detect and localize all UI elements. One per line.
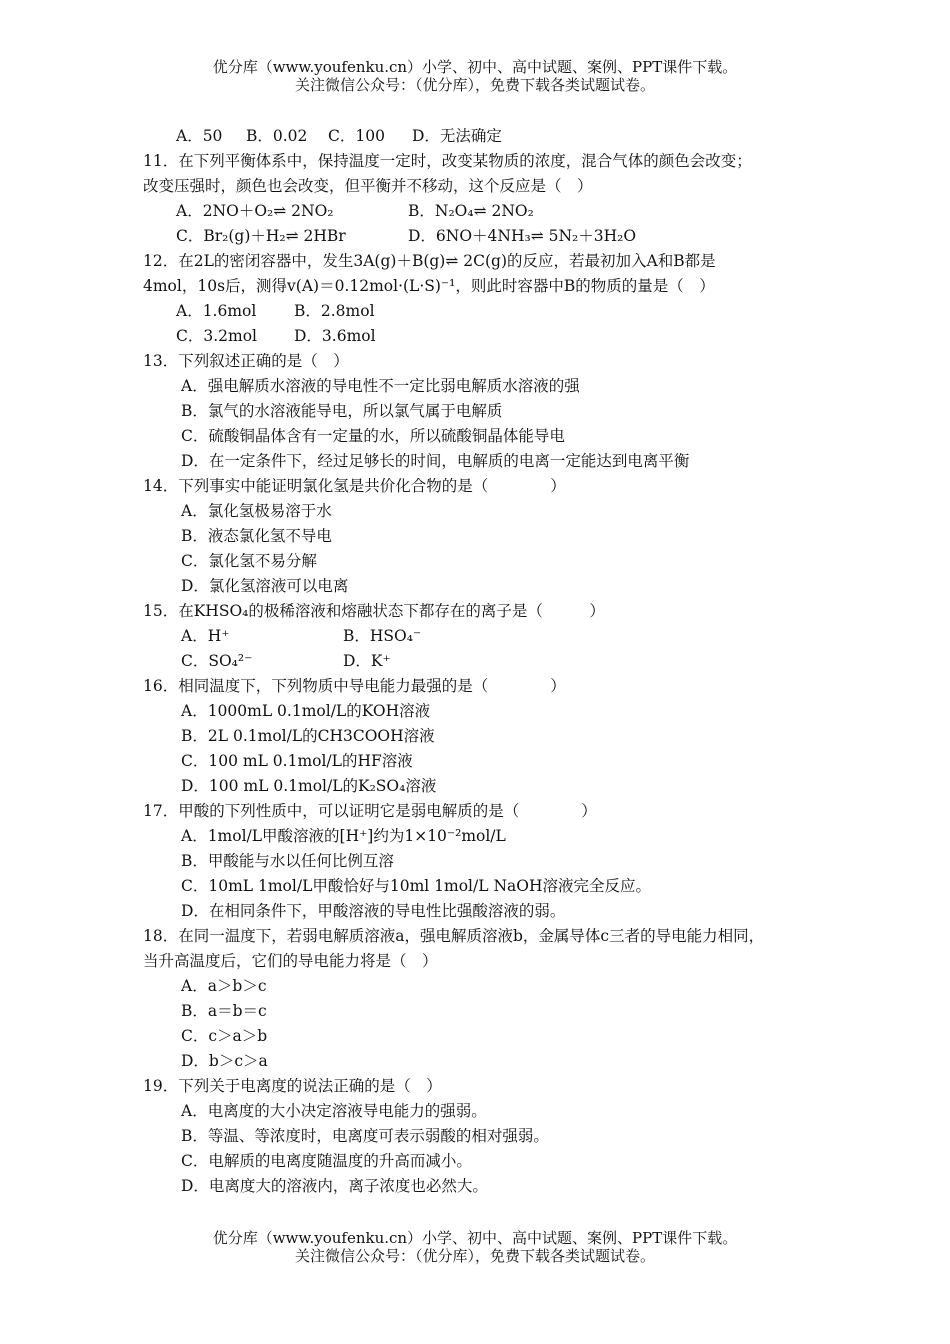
q12-option-d: D．3.6mol	[294, 327, 376, 345]
q11-options-row-1	[143, 199, 823, 224]
q14-stem: 14．下列事实中能证明氯化氢是共价化合物的是（ ）	[143, 477, 566, 495]
q10-option-d: D．无法确定	[412, 127, 502, 145]
q18-option-a: A．a＞b＞c	[181, 977, 267, 995]
q11-stem-line-2: 改变压强时，颜色也会改变，但平衡并不移动，这个反应是（ ）	[143, 177, 593, 195]
q14-option-c: C．氯化氢不易分解	[181, 552, 317, 570]
q19-option-a: A．电离度的大小决定溶液导电能力的强弱。	[181, 1102, 487, 1120]
q11-option-a: A．2NO＋O₂⇌ 2NO₂	[176, 202, 334, 220]
q11-stem-line-1: 11．在下列平衡体系中，保持温度一定时，改变某物质的浓度，混合气体的颜色会改变；	[143, 152, 752, 170]
q11-options-row-2	[143, 224, 823, 249]
q10-option-b: B．0.02	[246, 127, 308, 145]
q10-options	[143, 124, 823, 149]
q19-option-b: B．等温、等浓度时，电离度可表示弱酸的相对强弱。	[181, 1127, 549, 1145]
footer-line-1: 优分库（www.youfenku.cn）小学、初中、高中试题、案例、PPT课件下载。	[212, 1229, 738, 1247]
q12-stem-line-2: 4mol，10s后，测得v(A)＝0.12mol·(L·S)⁻¹，则此时容器中B的物质的量是（ ）	[143, 277, 715, 295]
q10-option-c: C．100	[328, 127, 385, 145]
q14-option-b: B．液态氯化氢不导电	[181, 527, 332, 545]
q16-option-b: B．2L 0.1mol/L的CH3COOH溶液	[181, 727, 435, 745]
footer-line-2: 关注微信公众号：（优分库），免费下载各类试题试卷。	[294, 1247, 655, 1265]
page-header	[0, 58, 950, 94]
q13-option-a: A．强电解质水溶液的导电性不一定比弱电解质水溶液的强	[181, 377, 580, 395]
q19-option-c: C．电解质的电离度随温度的升高而减小。	[181, 1152, 472, 1170]
q17-option-c: C．10mL 1mol/L甲酸恰好与10ml 1mol/L NaOH溶液完全反应。	[181, 877, 651, 895]
q13-option-c: C．硫酸铜晶体含有一定量的水，所以硫酸铜晶体能导电	[181, 427, 565, 445]
page-footer	[0, 1229, 950, 1265]
q12-option-c: C．3.2mol	[176, 327, 257, 345]
q13-option-d: D．在一定条件下，经过足够长的时间，电解质的电离一定能达到电离平衡	[181, 452, 690, 470]
q18-option-c: C．c＞a＞b	[181, 1027, 268, 1045]
q13-stem: 13．下列叙述正确的是（ ）	[143, 352, 349, 370]
q15-option-c: C．SO₄²⁻	[181, 652, 253, 670]
q12-stem-line-1: 12．在2L的密闭容器中，发生3A(g)＋B(g)⇌ 2C(g)的反应，若最初加入A和B都是	[143, 252, 716, 270]
q13-option-b: B．氯气的水溶液能导电，所以氯气属于电解质	[181, 402, 503, 420]
q15-options-row-1	[143, 624, 823, 649]
q18-stem-line-2: 当升高温度后，它们的导电能力将是（ ）	[143, 952, 438, 970]
q18-option-d: D．b＞c＞a	[181, 1052, 268, 1070]
q12-options-row-1	[143, 299, 823, 324]
exam-content	[143, 124, 823, 1199]
q15-option-a: A．H⁺	[181, 627, 230, 645]
q16-option-a: A．1000mL 0.1mol/L的KOH溶液	[181, 702, 431, 720]
q18-stem-line-1: 18．在同一温度下，若弱电解质溶液a，强电解质溶液b，金属导体c三者的导电能力相同，	[143, 927, 765, 945]
q19-option-d: D．电离度大的溶液内，离子浓度也必然大。	[181, 1177, 488, 1195]
q11-option-b: B．N₂O₄⇌ 2NO₂	[408, 202, 534, 220]
q14-option-a: A．氯化氢极易溶于水	[181, 502, 332, 520]
q14-option-d: D．氯化氢溶液可以电离	[181, 577, 349, 595]
q16-stem: 16．相同温度下，下列物质中导电能力最强的是（ ）	[143, 677, 566, 695]
q15-stem: 15．在KHSO₄的极稀溶液和熔融状态下都存在的离子是（ ）	[143, 602, 605, 620]
q17-option-a: A．1mol/L甲酸溶液的[H⁺]约为1×10⁻²mol/L	[181, 827, 506, 845]
q10-option-a: A．50	[176, 127, 223, 145]
q11-option-d: D．6NO＋4NH₃⇌ 5N₂＋3H₂O	[408, 227, 637, 245]
q12-option-b: B．2.8mol	[294, 302, 375, 320]
q12-option-a: A．1.6mol	[176, 302, 257, 320]
q15-option-d: D．K⁺	[343, 652, 391, 670]
q16-option-d: D．100 mL 0.1mol/L的K₂SO₄溶液	[181, 777, 437, 795]
q15-options-row-2	[143, 649, 823, 674]
q17-stem: 17．甲酸的下列性质中，可以证明它是弱电解质的是（ ）	[143, 802, 597, 820]
q17-option-d: D．在相同条件下，甲酸溶液的导电性比强酸溶液的弱。	[181, 902, 566, 920]
q19-stem: 19．下列关于电离度的说法正确的是（ ）	[143, 1077, 442, 1095]
q16-option-c: C．100 mL 0.1mol/L的HF溶液	[181, 752, 413, 770]
q18-option-b: B．a＝b＝c	[181, 1002, 267, 1020]
q12-options-row-2	[143, 324, 823, 349]
q17-option-b: B．甲酸能与水以任何比例互溶	[181, 852, 394, 870]
q11-option-c: C．Br₂(g)＋H₂⇌ 2HBr	[176, 227, 346, 245]
header-line-1: 优分库（www.youfenku.cn）小学、初中、高中试题、案例、PPT课件下载。	[212, 58, 738, 76]
header-line-2: 关注微信公众号：（优分库），免费下载各类试题试卷。	[294, 76, 655, 94]
q15-option-b: B．HSO₄⁻	[343, 627, 422, 645]
